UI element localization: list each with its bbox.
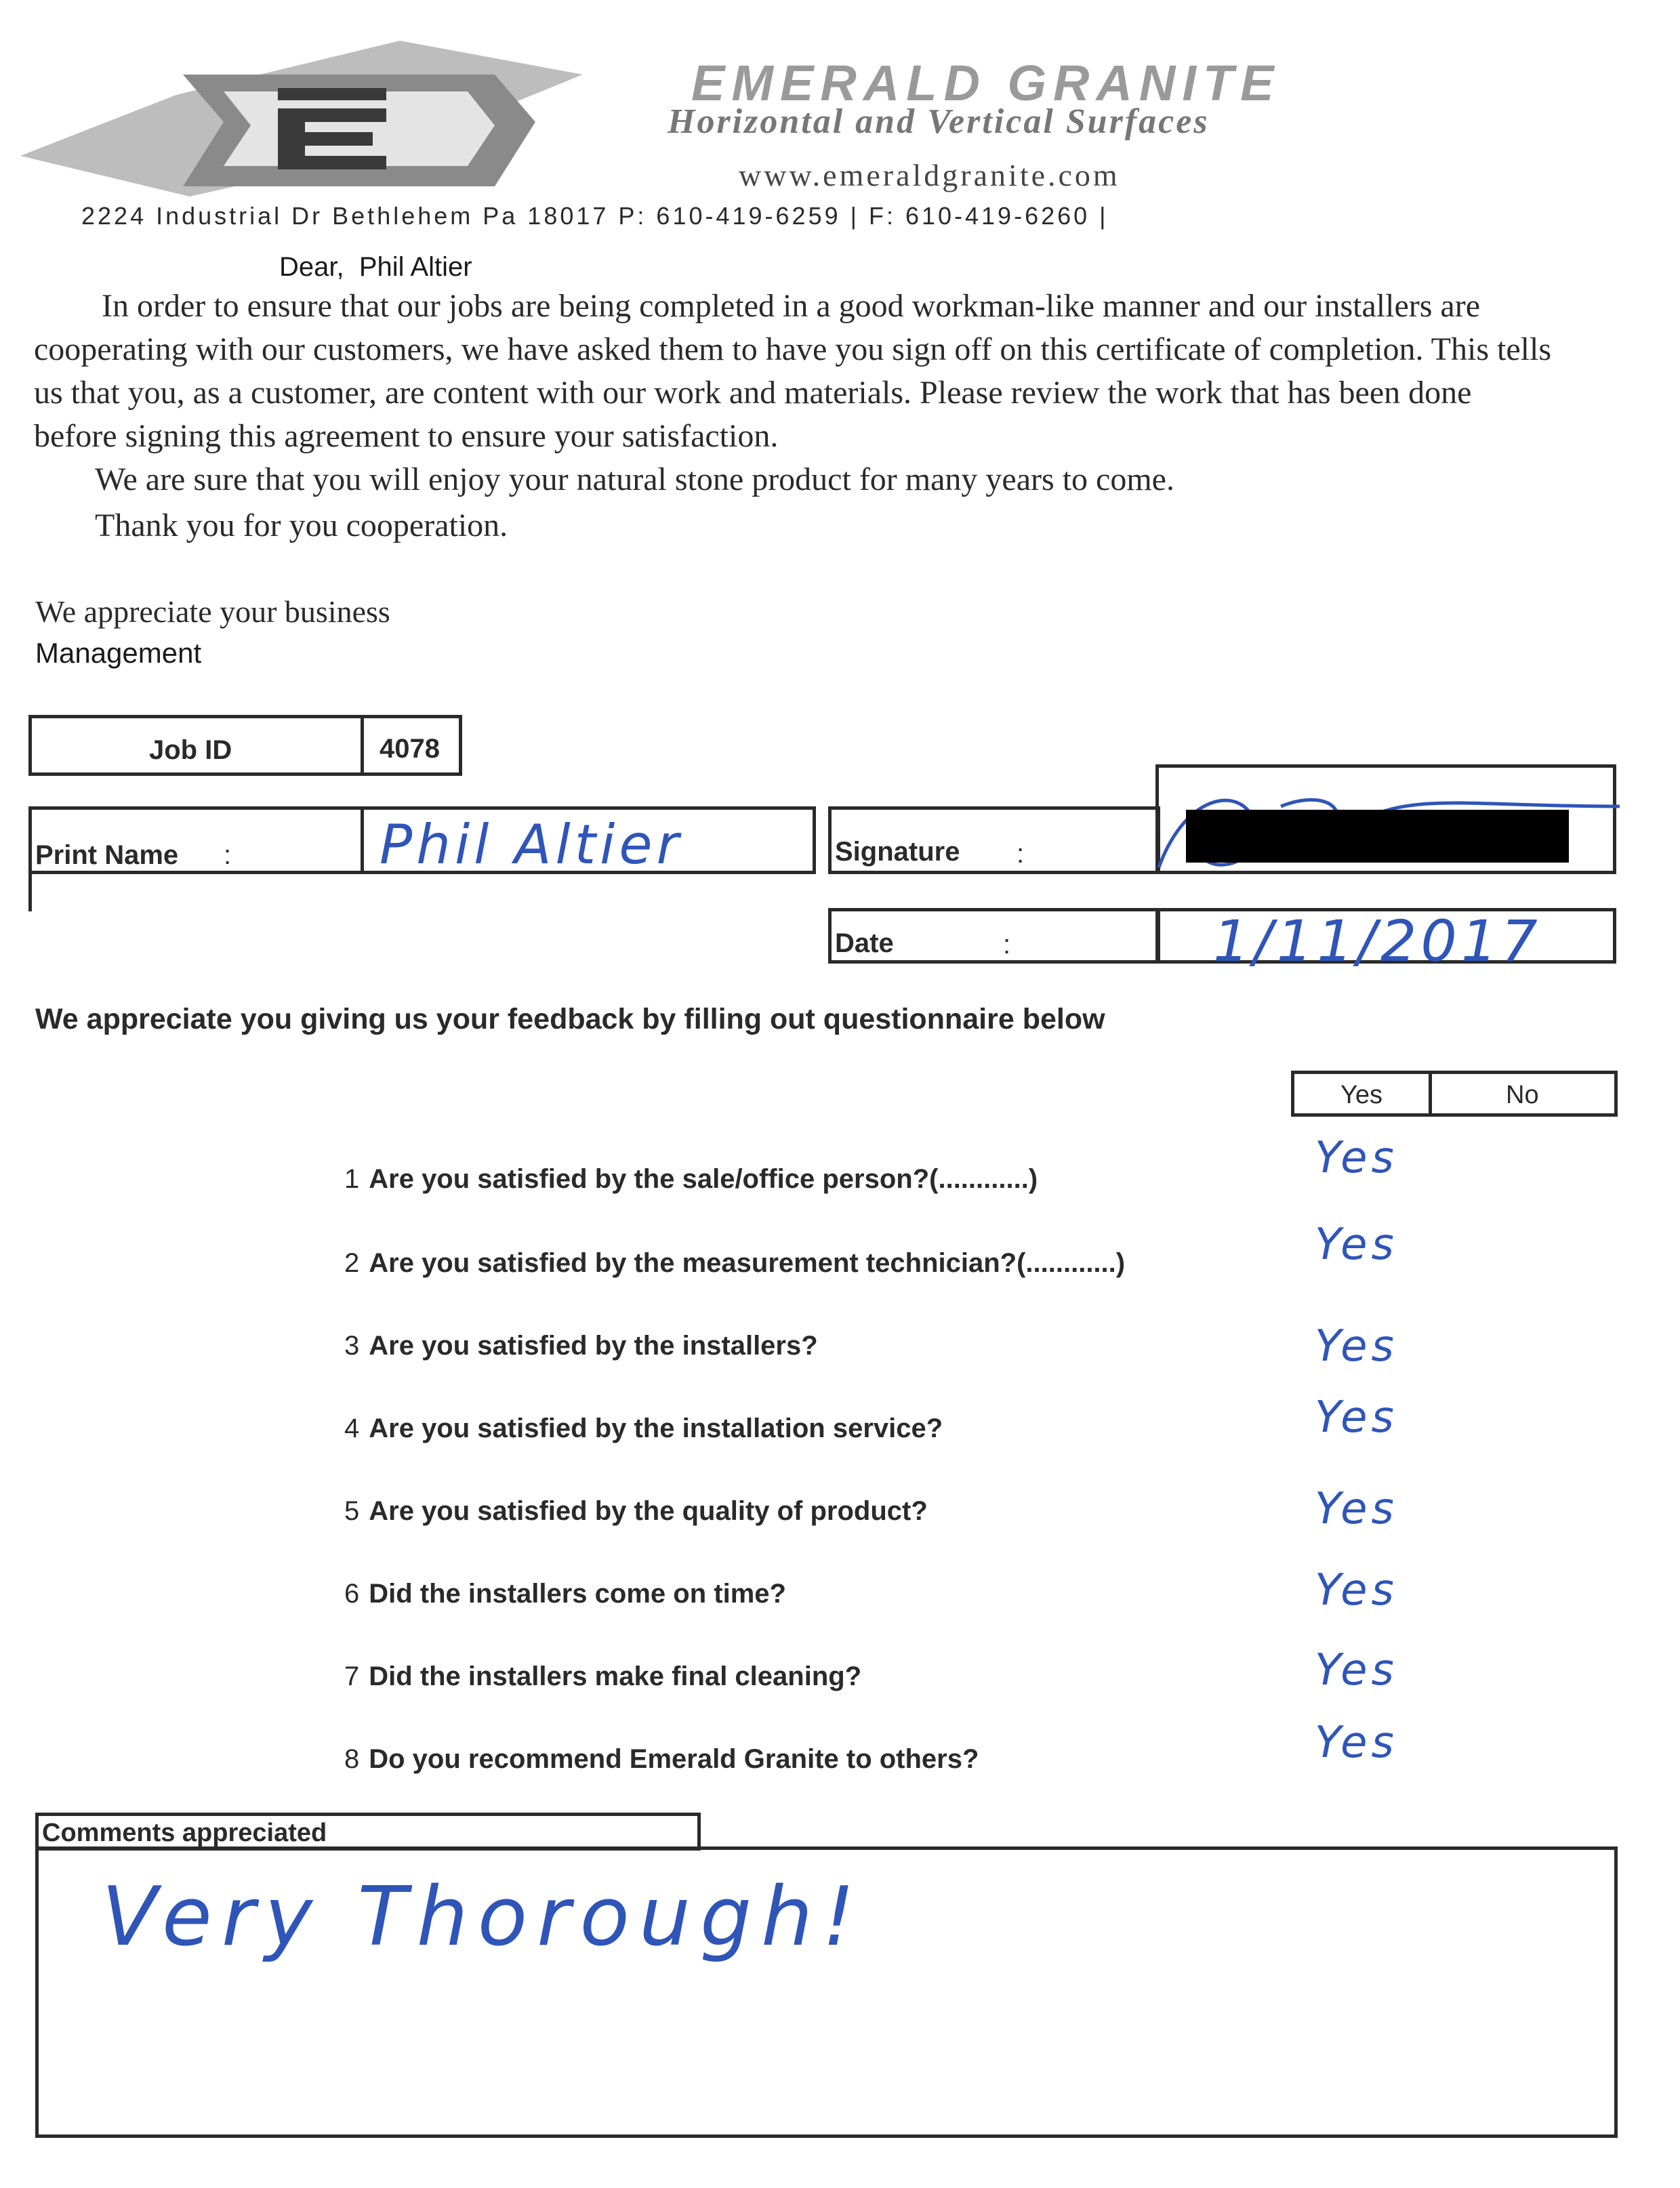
- company-name: EMERALD GRANITE: [691, 55, 1281, 111]
- signature-label: Signature: [835, 837, 960, 867]
- question-4: 4 Are you satisfied by the installation service?: [344, 1413, 943, 1443]
- letter-paragraph-1: In order to ensure that our jobs are being completed in a good workman-like manner and our installers are cooperating with our customers, we have asked them to have you sign off on this certificate of completion. This tells us that you, as a customer, are content with our work and materials. Please review the work that has been done before signing this agreement to ensure your satisfaction.: [34, 288, 1552, 454]
- job-id-value: 4078: [380, 734, 440, 764]
- date-colon: :: [1003, 930, 1011, 959]
- date-value[interactable]: 1/11/2017: [1213, 908, 1542, 974]
- print-name-value[interactable]: Phil Altier: [380, 813, 683, 876]
- questionnaire-intro: We appreciate you giving us your feedback by filling out questionnaire below: [35, 1003, 1105, 1035]
- letter-closing: We appreciate your business: [35, 594, 390, 629]
- letter-paragraph-3: Thank you for you cooperation.: [95, 508, 508, 543]
- comments-label: Comments appreciated: [42, 1819, 327, 1847]
- answer-4[interactable]: Yes: [1315, 1392, 1398, 1443]
- answer-3[interactable]: Yes: [1315, 1321, 1398, 1371]
- job-id-label: Job ID: [149, 735, 232, 765]
- question-7: 7 Did the installers make final cleaning?: [344, 1661, 862, 1691]
- question-1: 1 Are you satisfied by the sale/office person?(............): [344, 1164, 1038, 1194]
- question-5: 5 Are you satisfied by the quality of product?: [344, 1496, 928, 1526]
- answer-7[interactable]: Yes: [1315, 1645, 1398, 1695]
- print-name-colon: :: [224, 840, 232, 870]
- date-label: Date: [835, 928, 894, 958]
- emerald-granite-logo-icon: [20, 34, 583, 217]
- question-3: 3 Are you satisfied by the installers?: [344, 1331, 818, 1361]
- company-website: www.emeraldgranite.com: [739, 158, 1120, 192]
- print-name-label: Print Name: [35, 840, 179, 870]
- answer-5[interactable]: Yes: [1315, 1484, 1398, 1534]
- no-column-header: No: [1506, 1081, 1539, 1109]
- letter-signoff: Management: [35, 637, 202, 669]
- letter-paragraph-2: We are sure that you will enjoy your natural stone product for many years to come.: [95, 461, 1174, 497]
- company-address: 2224 Industrial Dr Bethlehem Pa 18017 P: 610-419-6259 | F: 610-419-6260 |: [81, 202, 1109, 230]
- salutation: Dear, Phil Altier: [279, 252, 472, 282]
- answer-8[interactable]: Yes: [1315, 1718, 1398, 1768]
- question-8: 8 Do you recommend Emerald Granite to others?: [344, 1744, 979, 1774]
- logo-letter: [270, 68, 274, 75]
- signature-redaction: [1186, 810, 1569, 863]
- answer-2[interactable]: Yes: [1315, 1220, 1398, 1270]
- company-tagline: Horizontal and Vertical Surfaces: [668, 102, 1210, 141]
- comments-value[interactable]: Very Thorough!: [102, 1870, 865, 1964]
- question-2: 2 Are you satisfied by the measurement technician?(............): [344, 1248, 1126, 1278]
- answer-6[interactable]: Yes: [1315, 1565, 1398, 1615]
- answer-1[interactable]: Yes: [1315, 1133, 1398, 1183]
- question-6: 6 Did the installers come on time?: [344, 1579, 786, 1609]
- signature-colon: :: [1017, 839, 1025, 869]
- yes-column-header: Yes: [1340, 1081, 1382, 1109]
